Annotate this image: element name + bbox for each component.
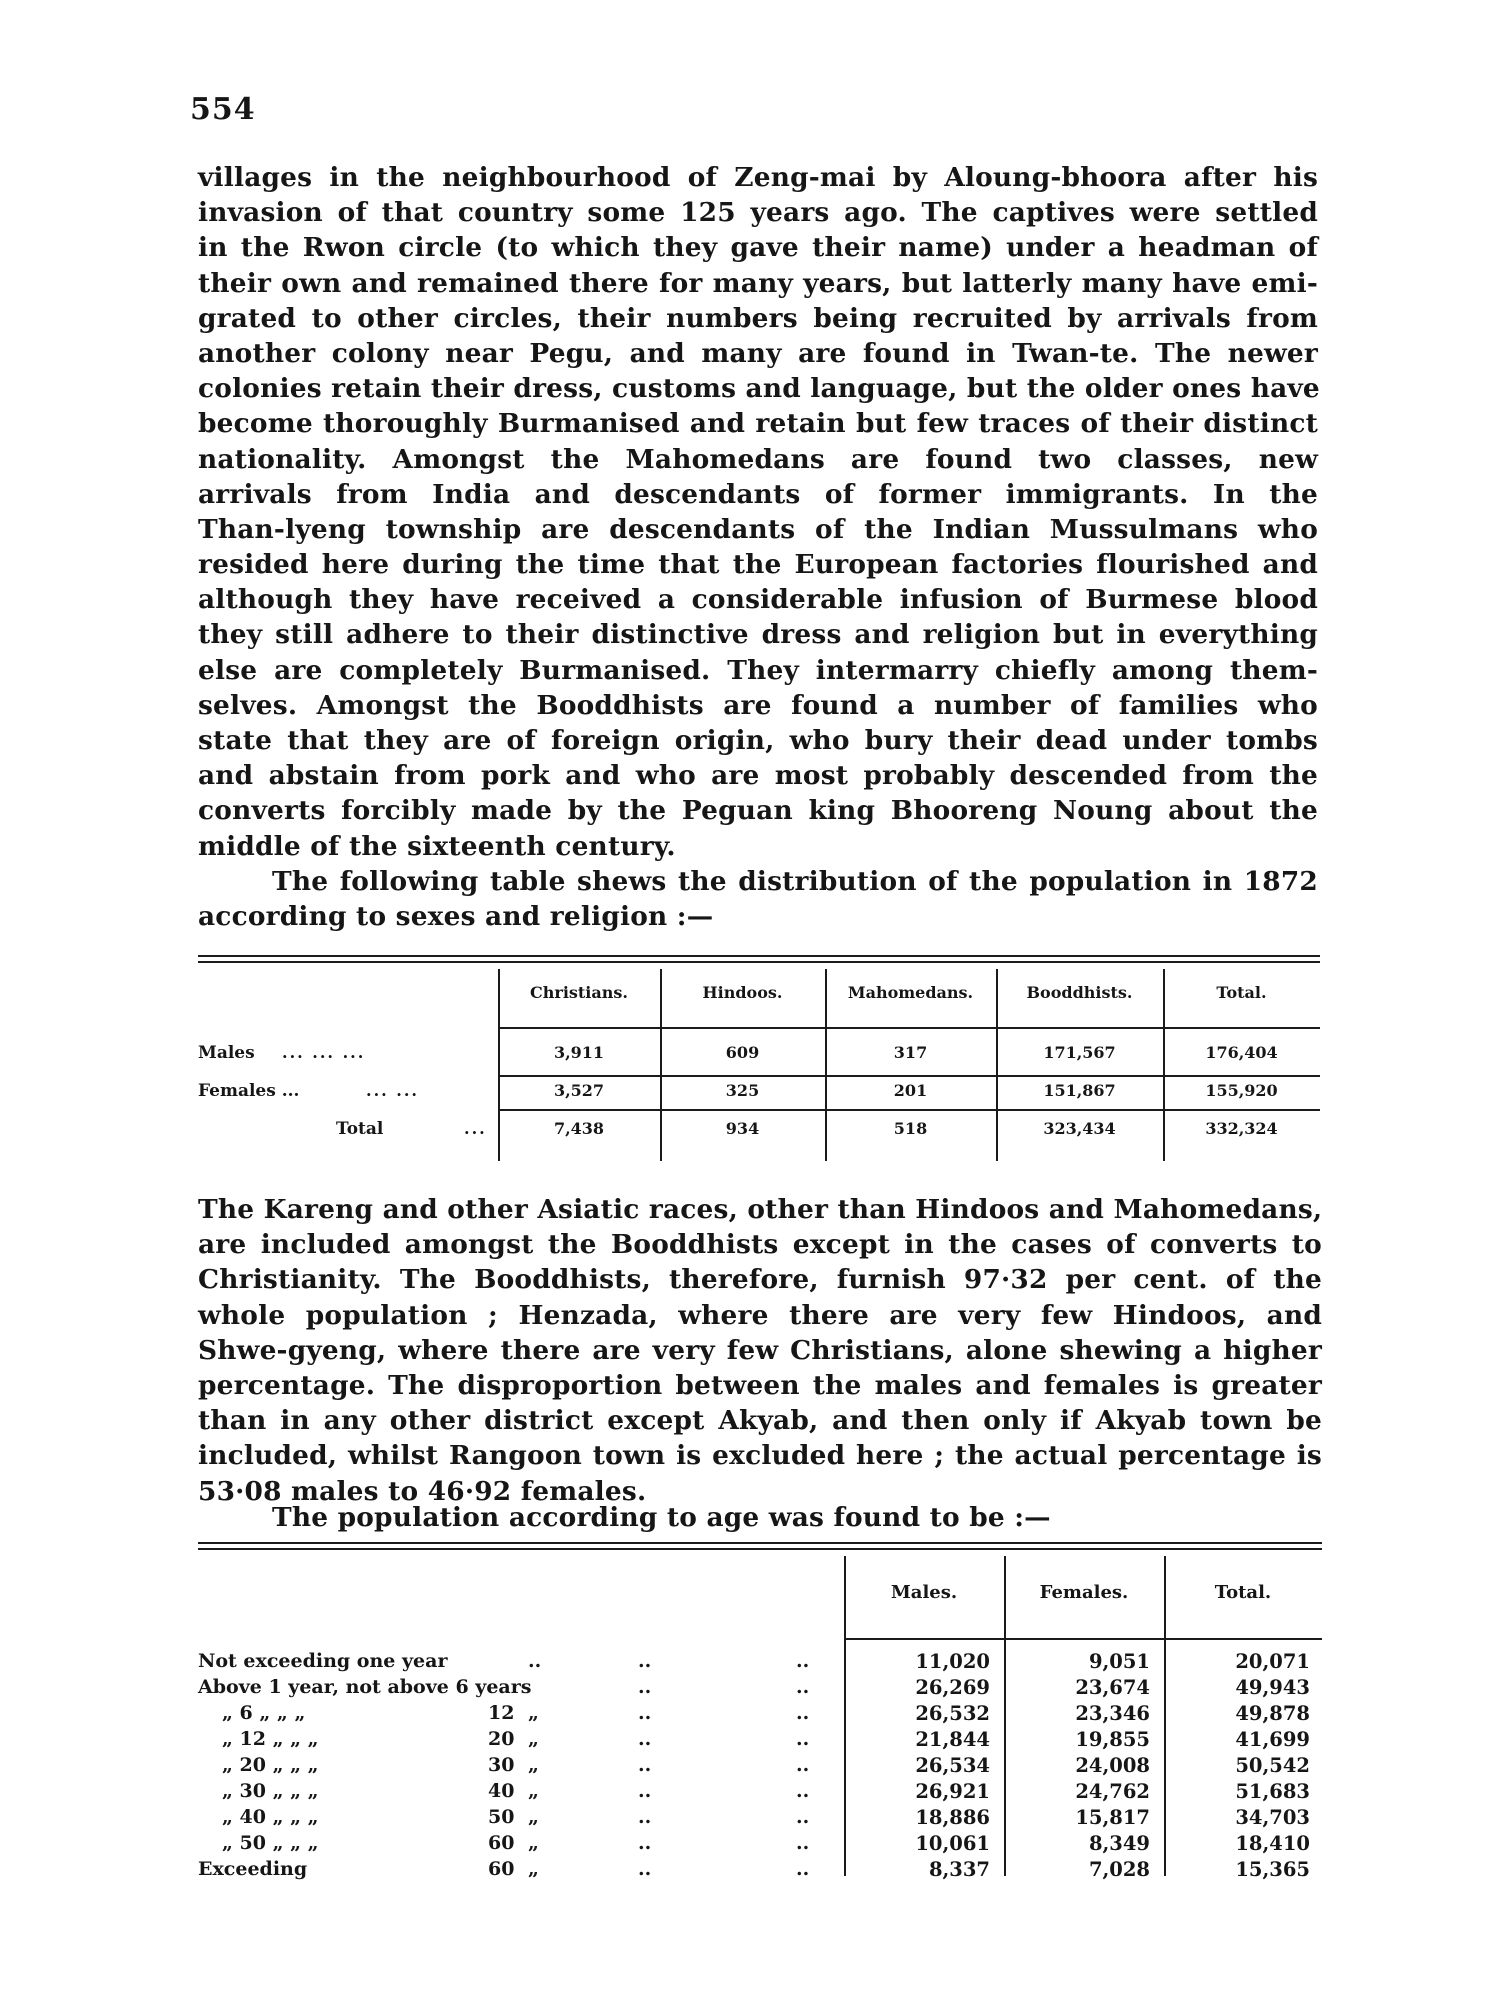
age-label: „ 6 „ „ „ bbox=[222, 1702, 306, 1724]
leader-dots: .. bbox=[638, 1832, 652, 1854]
leader-dots: .. bbox=[796, 1754, 810, 1776]
table-cell: 7,028 bbox=[1088, 1858, 1150, 1881]
text-line: than in any other district except Akyab, and then only if Akyab town be bbox=[198, 1405, 1322, 1437]
leader-dots: .. bbox=[796, 1858, 810, 1880]
age-label: Exceeding bbox=[198, 1858, 308, 1880]
table-rule bbox=[844, 1638, 1322, 1640]
leader-dots: .. bbox=[638, 1780, 652, 1802]
age-label: Not exceeding one year bbox=[198, 1650, 448, 1672]
paragraph-2 bbox=[198, 864, 1318, 934]
table-cell: 34,703 bbox=[1235, 1806, 1310, 1829]
table-cell: 51,683 bbox=[1235, 1780, 1310, 1803]
text-line: selves. Amongst the Booddhists are found a number of families who bbox=[198, 689, 1318, 721]
text-line: and abstain from pork and who are most probably descended from the bbox=[198, 760, 1318, 792]
table-cell: 23,346 bbox=[1075, 1702, 1150, 1725]
table-cell: 26,532 bbox=[915, 1702, 990, 1725]
table-rule bbox=[498, 1109, 1320, 1111]
age-label: „ 12 „ „ „ bbox=[222, 1728, 319, 1750]
leader-dots: .. bbox=[796, 1728, 810, 1750]
table-cell: 49,943 bbox=[1235, 1676, 1310, 1699]
table-cell: 151,867 bbox=[1043, 1081, 1116, 1100]
text-line: Than-lyeng township are descendants of the Indian Mussulmans who bbox=[198, 513, 1318, 545]
table-rule bbox=[198, 1548, 1322, 1550]
table-cell: 15,817 bbox=[1075, 1806, 1150, 1829]
table-cell: 26,534 bbox=[915, 1754, 990, 1777]
text-line: are included amongst the Booddhists except in the cases of converts to bbox=[198, 1229, 1322, 1261]
text-line: grated to other circles, their numbers being recruited by arrivals from bbox=[198, 302, 1318, 334]
table-cell: 171,567 bbox=[1043, 1043, 1116, 1062]
ditto-mark: .. bbox=[528, 1650, 542, 1672]
column-header: Males. bbox=[890, 1582, 958, 1603]
ditto-mark: „ bbox=[528, 1806, 539, 1828]
table-cell: 19,855 bbox=[1075, 1728, 1150, 1751]
text-line: they still adhere to their distinctive dress and religion but in everything bbox=[198, 619, 1318, 651]
table-cell: 18,410 bbox=[1235, 1832, 1310, 1855]
text-line: Christianity. The Booddhists, therefore, furnish 97·32 per cent. of the bbox=[198, 1264, 1322, 1296]
table-cell: 10,061 bbox=[915, 1832, 990, 1855]
ditto-mark: „ bbox=[528, 1832, 539, 1854]
text-line: although they have received a considerable infusion of Burmese blood bbox=[198, 584, 1318, 616]
table-cell: 155,920 bbox=[1205, 1081, 1278, 1100]
age-bound: 30 bbox=[488, 1754, 515, 1776]
leader-dots: ... bbox=[464, 1119, 487, 1138]
table-cell: 609 bbox=[725, 1043, 760, 1062]
table-cell: 26,269 bbox=[915, 1676, 990, 1699]
table-cell: 317 bbox=[893, 1043, 928, 1062]
table-cell: 15,365 bbox=[1235, 1858, 1310, 1881]
table-cell: 50,542 bbox=[1235, 1754, 1310, 1777]
table-cell: 7,438 bbox=[553, 1119, 605, 1138]
table-cell: 332,324 bbox=[1205, 1119, 1278, 1138]
table-cell: 24,008 bbox=[1075, 1754, 1150, 1777]
paragraph-3 bbox=[198, 1192, 1322, 1509]
leader-dots: .. bbox=[796, 1832, 810, 1854]
table-cell: 20,071 bbox=[1235, 1650, 1310, 1673]
age-bound: 40 bbox=[488, 1780, 515, 1802]
table-rule bbox=[498, 1027, 1320, 1029]
text-line: else are completely Burmanised. They intermarry chiefly among them- bbox=[198, 654, 1318, 686]
table-cell: 26,921 bbox=[915, 1780, 990, 1803]
text-line: resided here during the time that the European factories flourished and bbox=[198, 549, 1318, 581]
table-cell: 8,337 bbox=[928, 1858, 990, 1881]
table-rule bbox=[198, 955, 1320, 957]
age-table bbox=[198, 1542, 1322, 1882]
age-bound: 20 bbox=[488, 1728, 515, 1750]
text-line: invasion of that country some 125 years ago. The captives were settled bbox=[198, 197, 1318, 229]
table-cell: 176,404 bbox=[1205, 1043, 1278, 1062]
table-cell: 518 bbox=[893, 1119, 928, 1138]
leader-dots: .. bbox=[796, 1676, 810, 1698]
age-bound: 60 bbox=[488, 1832, 515, 1854]
ditto-mark: „ bbox=[528, 1702, 539, 1724]
leader-dots: ... ... bbox=[366, 1081, 419, 1100]
table-cell: 9,051 bbox=[1088, 1650, 1150, 1673]
row-label: Total bbox=[336, 1119, 384, 1139]
text-line: The Kareng and other Asiatic races, other than Hindoos and Mahomedans, bbox=[198, 1194, 1323, 1225]
text-line: arrivals from India and descendants of former immigrants. In the bbox=[198, 478, 1318, 510]
table-cell: 934 bbox=[725, 1119, 760, 1138]
table-rule bbox=[198, 1542, 1322, 1544]
table-cell: 201 bbox=[893, 1081, 928, 1100]
age-label: „ 50 „ „ „ bbox=[222, 1832, 319, 1854]
text-line: Shwe-gyeng, where there are very few Christians, alone shewing a higher bbox=[198, 1334, 1322, 1366]
table-cell: 323,434 bbox=[1043, 1119, 1116, 1138]
text-line: middle of the sixteenth century. bbox=[198, 830, 676, 862]
table-cell: 41,699 bbox=[1235, 1728, 1310, 1751]
leader-dots: .. bbox=[638, 1728, 652, 1750]
table-cell: 325 bbox=[725, 1081, 760, 1100]
leader-dots: .. bbox=[638, 1676, 652, 1698]
table-cell: 3,527 bbox=[553, 1081, 605, 1100]
paragraph-1 bbox=[198, 160, 1318, 864]
text-line: their own and remained there for many years, but latterly many have emi- bbox=[198, 267, 1318, 299]
text-line: in the Rwon circle (to which they gave their name) under a headman of bbox=[198, 232, 1318, 264]
text-line: percentage. The disproportion between the males and females is greater bbox=[198, 1369, 1322, 1401]
age-label: „ 30 „ „ „ bbox=[222, 1780, 319, 1802]
age-label: „ 20 „ „ „ bbox=[222, 1754, 319, 1776]
age-bound: 12 bbox=[488, 1702, 515, 1724]
leader-dots: .. bbox=[796, 1806, 810, 1828]
text-line: included, whilst Rangoon town is excluded here ; the actual percentage is bbox=[198, 1440, 1322, 1472]
table-cell: 49,878 bbox=[1235, 1702, 1310, 1725]
table-cell: 3,911 bbox=[553, 1043, 605, 1062]
religion-table bbox=[198, 955, 1320, 1165]
leader-dots: .. bbox=[796, 1780, 810, 1802]
paragraph-4 bbox=[198, 1500, 1318, 1535]
ditto-mark: „ bbox=[528, 1858, 539, 1880]
ditto-mark: „ bbox=[528, 1754, 539, 1776]
row-label: Males bbox=[198, 1043, 255, 1063]
text-line: whole population ; Henzada, where there are very few Hindoos, and bbox=[198, 1299, 1322, 1331]
ditto-mark: „ bbox=[528, 1728, 539, 1750]
page-number: 554 bbox=[190, 92, 256, 127]
text-line: The following table shews the distribution of the population in 1872 bbox=[272, 866, 1318, 897]
column-header: Mahomedans. bbox=[847, 983, 974, 1002]
text-line: state that they are of foreign origin, who bury their dead under tombs bbox=[198, 725, 1318, 756]
row-label: Females ... bbox=[198, 1081, 300, 1101]
table-cell: 21,844 bbox=[915, 1728, 990, 1751]
column-header: Total. bbox=[1216, 983, 1267, 1002]
leader-dots: .. bbox=[638, 1858, 652, 1880]
text-line: nationality. Amongst the Mahomedans are found two classes, new bbox=[198, 443, 1318, 475]
table-cell: 24,762 bbox=[1075, 1780, 1150, 1803]
text-line: 53·08 males to 46·92 females. bbox=[198, 1475, 647, 1507]
table-cell: 11,020 bbox=[915, 1650, 990, 1673]
text-line: according to sexes and religion :— bbox=[198, 901, 714, 933]
leader-dots: .. bbox=[638, 1806, 652, 1828]
leader-dots: ... ... ... bbox=[282, 1043, 366, 1062]
leader-dots: .. bbox=[796, 1650, 810, 1672]
table-rule bbox=[498, 1075, 1320, 1077]
age-label: „ 40 „ „ „ bbox=[222, 1806, 319, 1828]
column-header: Christians. bbox=[530, 983, 628, 1002]
column-header: Hindoos. bbox=[702, 983, 783, 1002]
text-line: The population according to age was found to be :— bbox=[272, 1502, 1051, 1533]
leader-dots: .. bbox=[638, 1754, 652, 1776]
column-header: Total. bbox=[1214, 1582, 1272, 1603]
text-line: become thoroughly Burmanised and retain but few traces of their distinct bbox=[198, 408, 1318, 440]
column-header: Females. bbox=[1039, 1582, 1129, 1603]
leader-dots: .. bbox=[638, 1702, 652, 1724]
text-line: another colony near Pegu, and many are found in Twan-te. The newer bbox=[198, 337, 1318, 369]
leader-dots: .. bbox=[638, 1650, 652, 1672]
age-bound: 50 bbox=[488, 1806, 515, 1828]
leader-dots: .. bbox=[796, 1702, 810, 1724]
age-label: Above 1 year, not above 6 years bbox=[198, 1676, 532, 1698]
table-cell: 23,674 bbox=[1075, 1676, 1150, 1699]
text-line: villages in the neighbourhood of Zeng-mai by Aloung-bhoora after his bbox=[198, 162, 1318, 193]
column-header: Booddhists. bbox=[1026, 983, 1133, 1002]
table-rule bbox=[198, 961, 1320, 963]
age-bound: 60 bbox=[488, 1858, 515, 1880]
text-line: converts forcibly made by the Peguan king Bhooreng Noung about the bbox=[198, 795, 1318, 827]
ditto-mark: „ bbox=[528, 1780, 539, 1802]
table-cell: 8,349 bbox=[1088, 1832, 1150, 1855]
table-cell: 18,886 bbox=[915, 1806, 990, 1829]
text-line: colonies retain their dress, customs and language, but the older ones have bbox=[198, 373, 1320, 405]
